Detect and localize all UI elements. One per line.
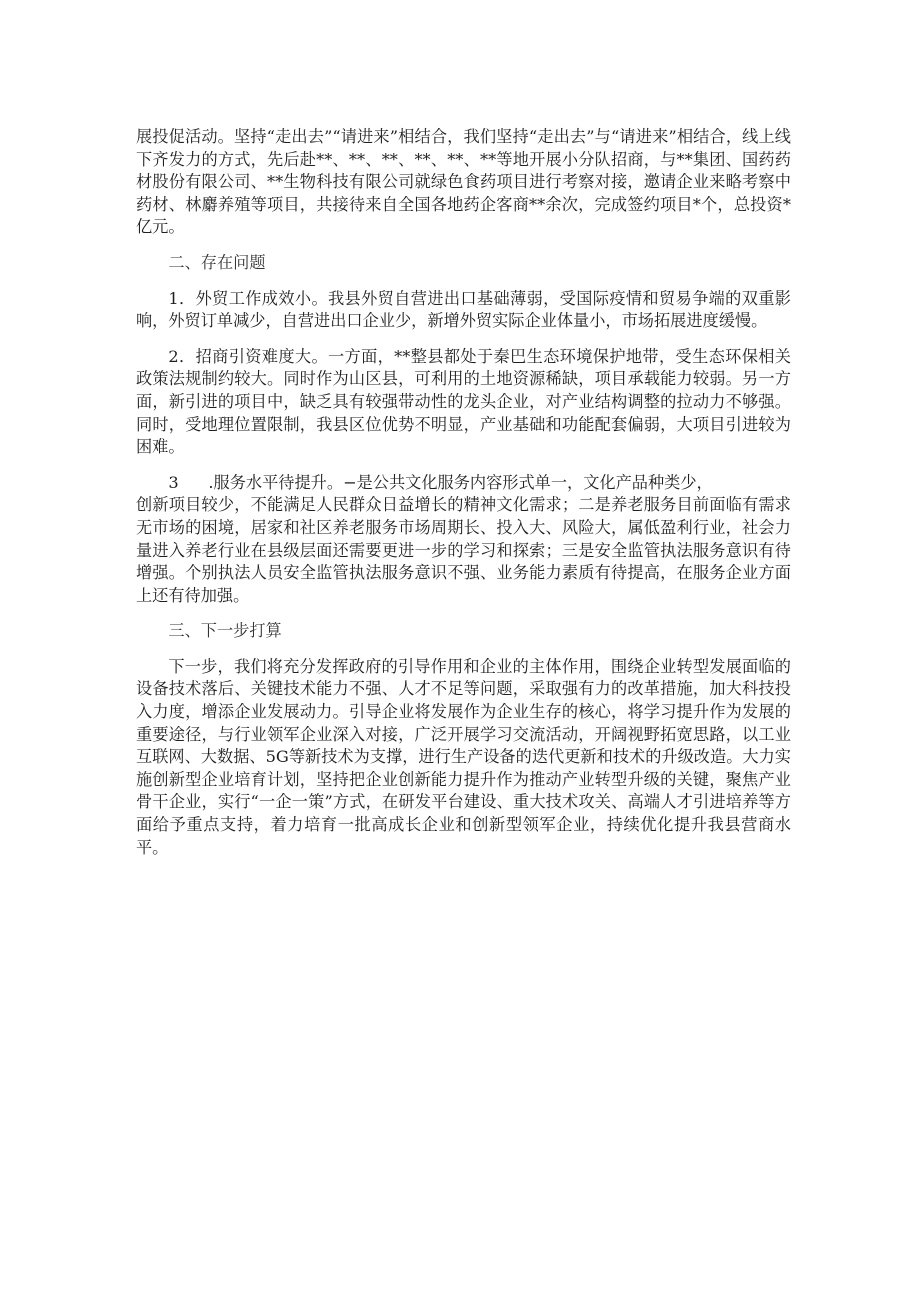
problem-3-lead-text: .服务水平待提升。−是公共文化服务内容形式单一，文化产品种类少， [208,472,713,492]
problem-1-paragraph: 1．外贸工作成效小。我县外贸自营进出口基础薄弱，受国际疫情和贸易争端的双重影响，外贸订单减少，自营进出口企业少，新增外贸实际企业体量小，市场拓展进度缓慢。 [136,288,791,331]
problem-3-number: 3 [168,472,179,492]
problem-3-body-text: 创新项目较少，不能满足人民群众日益增长的精神文化需求；二是养老服务目前面临有需求无市场的困境，居家和社区养老服务市场周期长、投入大、风险大，属低盈利行业，社会力量进入养老行业在县级层面还需要更进一步的学习和探索；三是安全监管执法服务意识有待增强。个别执法人员安全监管执法服务意识不强、业务能力素质有待提高，在服务企业方面上还有待加强。 [136,495,791,605]
document-page [136,126,791,872]
problem-3-paragraph [136,472,791,608]
section-heading-problems: 二、存在问题 [168,252,266,272]
problem-3-first-line [136,472,791,495]
section-heading-plan: 三、下一步打算 [168,621,282,641]
intro-paragraph: 展投促活动。坚持“走出去”“请进来”相结合，我们坚持“走出去”与“请进来”相结合，线上线下齐发力的方式，先后赴**、**、**、**、**、**等地开展小分队招商，与**集团、国药药材股份有限公司、**生物科技有限公司就绿色食药项目进行考察对接，邀请企业来略考察中药材、林麝养殖等项目，共接待来自全国各地药企客商**余次，完成签约项目*个，总投资*亿元。 [136,127,791,237]
problem-2-paragraph: 2．招商引资难度大。一方面，**整县都处于秦巴生态环境保护地带，受生态环保相关政策法规制约较大。同时作为山区县，可利用的土地资源稀缺，项目承载能力较弱。另一方面，新引进的项目中，缺乏具有较强带动性的龙头企业，对产业结构调整的拉动力不够强。同时，受地理位置限制，我县区位优势不明显，产业基础和功能配套偏弱，大项目引进较为困难。 [136,346,791,457]
plan-paragraph: 下一步，我们将充分发挥政府的引导作用和企业的主体作用，围绕企业转型发展面临的设备技术落后、关键技术能力不强、人才不足等问题，采取强有力的改革措施，加大科技投入力度，增添企业发展动力。引导企业将发展作为企业生存的核心，将学习提升作为发展的重要途径，与行业领军企业深入对接，广泛开展学习交流活动，开阔视野拓宽思路，以工业互联网、大数据、5G等新技术为支撑，进行生产设备的迭代更新和技术的升级改造。大力实施创新型企业培育计划，坚持把企业创新能力提升作为推动产业转型升级的关键，聚焦产业骨干企业，实行“一企一策”方式，在研发平台建设、重大技术攻关、高端人才引进培养等方面给予重点支持，着力培育一批高成长企业和创新型领军企业，持续优化提升我县营商水平。 [136,656,791,857]
